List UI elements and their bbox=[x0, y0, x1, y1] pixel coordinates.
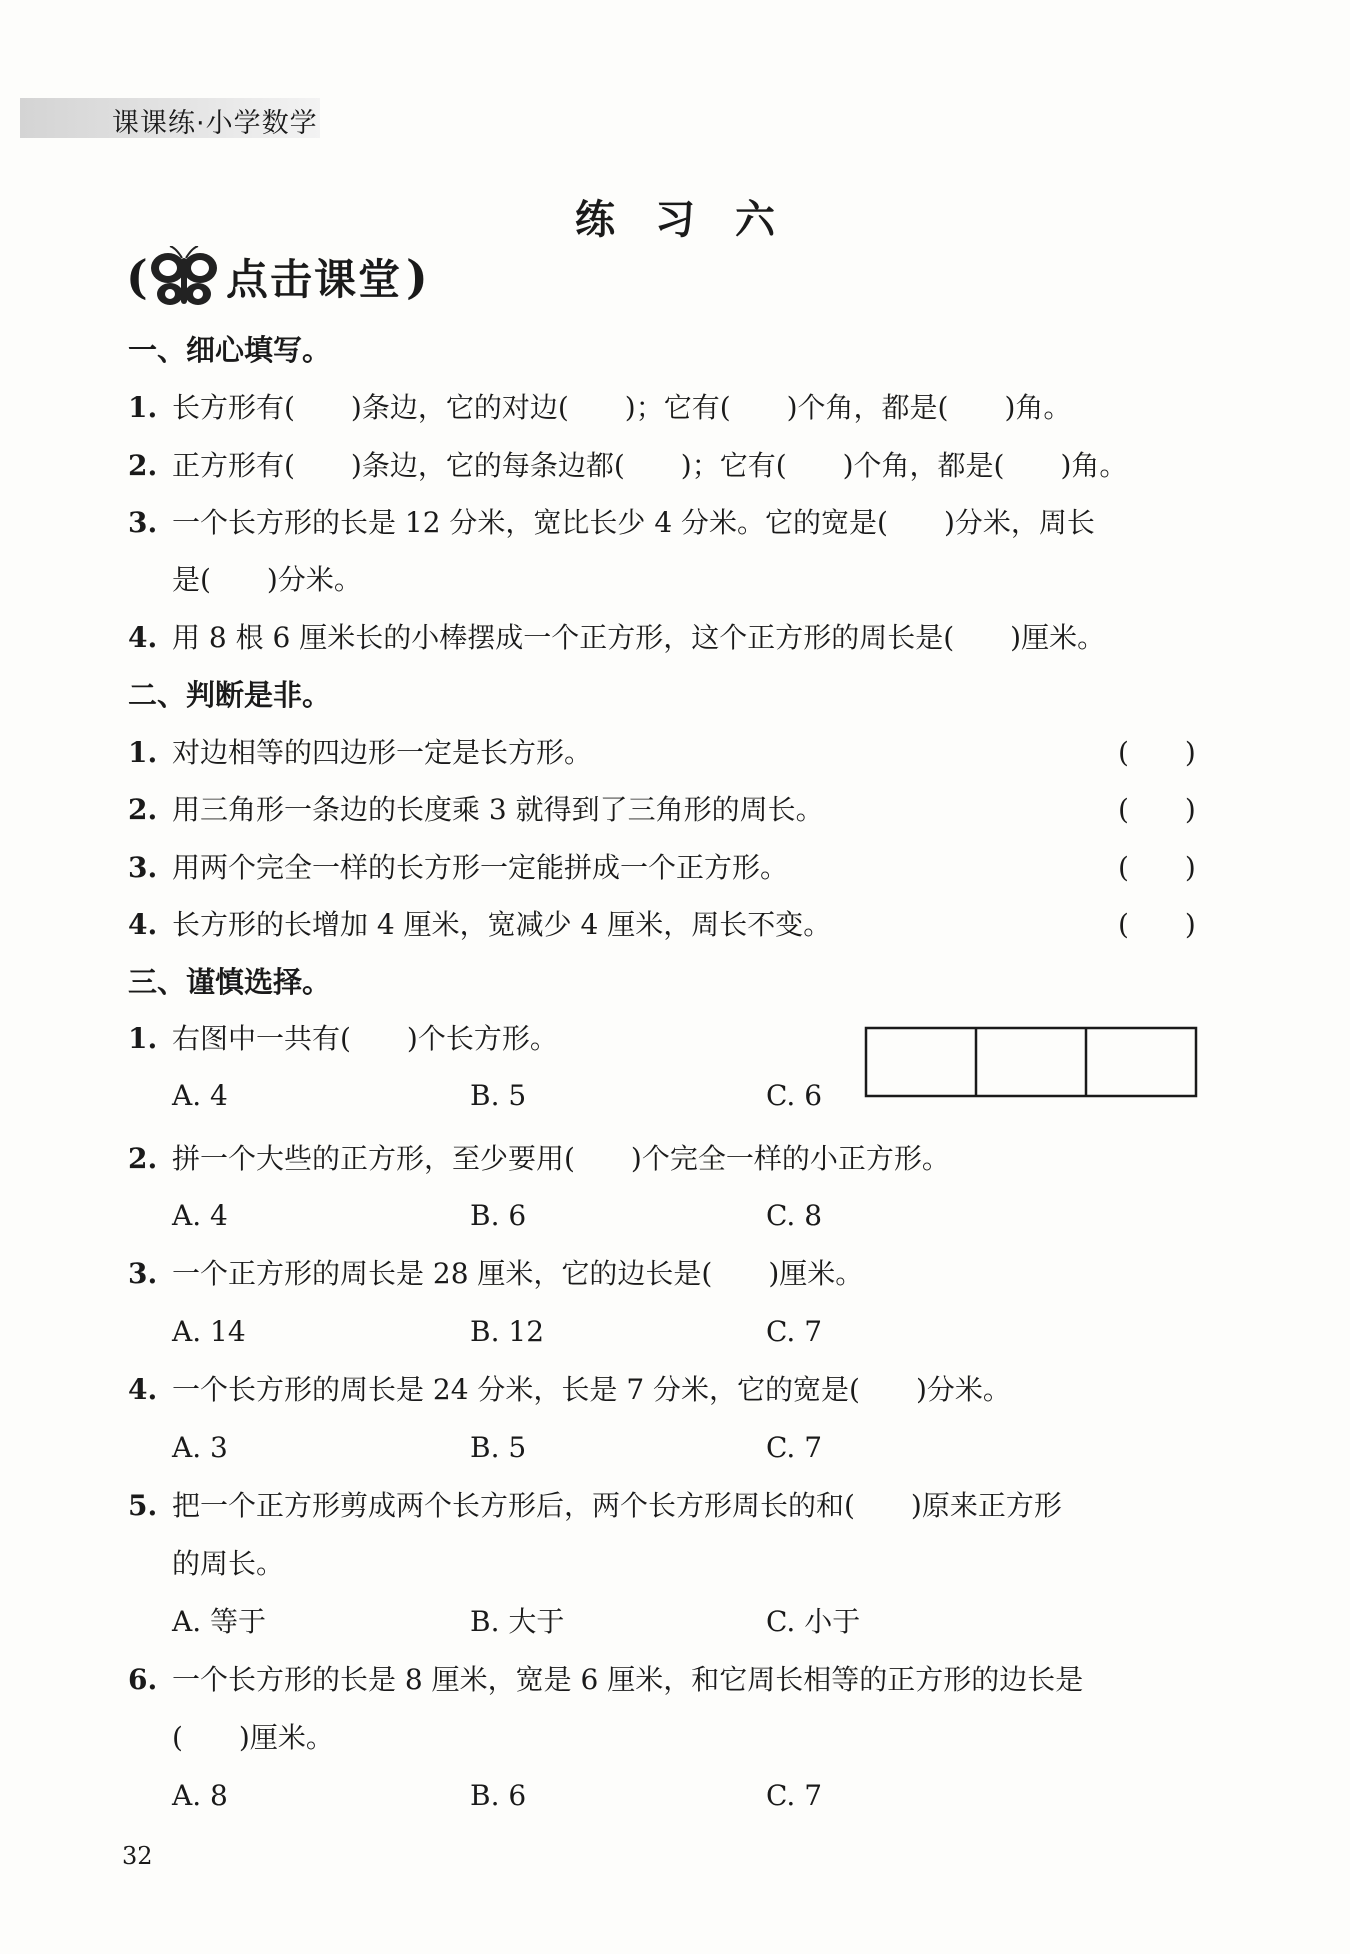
question-number: 4. bbox=[128, 908, 158, 941]
option-c: C. 小于 bbox=[766, 1605, 861, 1638]
judge-question-2 bbox=[128, 790, 824, 830]
question-number: 2. bbox=[128, 793, 158, 826]
option-b: B. 12 bbox=[470, 1315, 545, 1348]
question-text: 对边相等的四边形一定是长方形。 bbox=[172, 736, 593, 769]
option-b: B. 5 bbox=[470, 1079, 527, 1112]
question-text: 一个长方形的周长是 24 分米，长是 7 分米，它的宽是( )分米。 bbox=[172, 1373, 1011, 1406]
option-c: C. 6 bbox=[766, 1079, 823, 1112]
choice-question-3 bbox=[128, 1254, 863, 1294]
question-text: 长方形的长增加 4 厘米，宽减少 4 厘米，周长不变。 bbox=[172, 908, 832, 941]
question-text: 正方形有( )条边，它的每条边都( )；它有( )个角，都是( )角。 bbox=[172, 449, 1128, 482]
question-number: 2. bbox=[128, 449, 158, 482]
section-heading-choice: 三、谨慎选择。 bbox=[128, 965, 332, 999]
fill-question-1 bbox=[128, 388, 1071, 428]
question-text: 用三角形一条边的长度乘 3 就得到了三角形的周长。 bbox=[172, 793, 824, 826]
option-c: C. 7 bbox=[766, 1779, 823, 1812]
option-a: A. 3 bbox=[172, 1431, 228, 1464]
question-number: 2. bbox=[128, 1142, 158, 1175]
banner-label: 点击课堂 bbox=[226, 255, 403, 304]
option-b: B. 6 bbox=[470, 1199, 527, 1232]
option-c: C. 8 bbox=[766, 1199, 823, 1232]
question-number: 3. bbox=[128, 1257, 158, 1290]
question-text: 一个长方形的长是 8 厘米，宽是 6 厘米，和它周长相等的正方形的边长是 bbox=[172, 1663, 1084, 1696]
choice-question-2 bbox=[128, 1139, 950, 1179]
option-b: B. 5 bbox=[470, 1431, 527, 1464]
choice-question-5 bbox=[128, 1486, 1062, 1526]
option-a: A. 4 bbox=[172, 1199, 228, 1232]
question-number: 6. bbox=[128, 1663, 158, 1696]
question-text: 把一个正方形剪成两个长方形后，两个长方形周长的和( )原来正方形 bbox=[172, 1489, 1062, 1522]
answer-blank: ( ) bbox=[1118, 851, 1196, 884]
option-a: A. 8 bbox=[172, 1779, 228, 1812]
question-text: 一个正方形的周长是 28 厘米，它的边长是( )厘米。 bbox=[172, 1257, 864, 1290]
answer-blank: ( ) bbox=[1118, 736, 1196, 769]
option-c: C. 7 bbox=[766, 1315, 823, 1348]
choice-question-5-continued: 的周长。 bbox=[172, 1547, 285, 1580]
question-text: 用两个完全一样的长方形一定能拼成一个正方形。 bbox=[172, 851, 789, 884]
section-heading-fill: 一、细心填写。 bbox=[128, 333, 332, 367]
banner-left-bracket: ( bbox=[126, 250, 148, 304]
butterfly-icon bbox=[148, 246, 220, 314]
question-number: 3. bbox=[128, 851, 158, 884]
question-number: 3. bbox=[128, 506, 158, 539]
banner-right-bracket: ) bbox=[406, 250, 428, 304]
choice-question-4 bbox=[128, 1370, 1011, 1410]
fill-question-3 bbox=[128, 503, 1095, 543]
question-text: 一个长方形的长是 12 分米，宽比长少 4 分米。它的宽是( )分米，周长 bbox=[172, 506, 1095, 539]
question-number: 1. bbox=[128, 736, 158, 769]
question-text: 右图中一共有( )个长方形。 bbox=[172, 1022, 558, 1055]
question-text: 长方形有( )条边，它的对边( )；它有( )个角，都是( )角。 bbox=[172, 391, 1072, 424]
answer-blank: ( ) bbox=[1118, 793, 1196, 826]
option-b: B. 大于 bbox=[470, 1605, 565, 1638]
section-heading-judge: 二、判断是非。 bbox=[128, 678, 332, 712]
question-number: 4. bbox=[128, 621, 158, 654]
question-text: 拼一个大些的正方形，至少要用( )个完全一样的小正方形。 bbox=[172, 1142, 950, 1175]
fill-question-4 bbox=[128, 618, 1105, 658]
question-number: 5. bbox=[128, 1489, 158, 1522]
judge-question-1 bbox=[128, 733, 592, 773]
fill-question-3-continued: 是( )分米。 bbox=[172, 563, 362, 596]
option-a: A. 4 bbox=[172, 1079, 228, 1112]
three-rectangles-figure bbox=[864, 1026, 1200, 1100]
choice-question-1 bbox=[128, 1019, 558, 1059]
question-number: 4. bbox=[128, 1373, 158, 1406]
choice-question-6-continued: ( )厘米。 bbox=[172, 1721, 334, 1754]
option-c: C. 7 bbox=[766, 1431, 823, 1464]
page-title: 练习六 bbox=[575, 197, 815, 243]
choice-question-6 bbox=[128, 1660, 1083, 1700]
question-number: 1. bbox=[128, 1022, 158, 1055]
answer-blank: ( ) bbox=[1118, 908, 1196, 941]
option-a: A. 等于 bbox=[172, 1605, 267, 1638]
judge-question-4 bbox=[128, 905, 831, 945]
page-number: 32 bbox=[122, 1842, 153, 1870]
fill-question-2 bbox=[128, 446, 1127, 486]
judge-question-3 bbox=[128, 848, 788, 888]
option-b: B. 6 bbox=[470, 1779, 527, 1812]
option-a: A. 14 bbox=[172, 1315, 246, 1348]
question-text: 用 8 根 6 厘米长的小棒摆成一个正方形，这个正方形的周长是( )厘米。 bbox=[172, 621, 1106, 654]
book-title: 课课练·小学数学 bbox=[112, 108, 318, 139]
question-number: 1. bbox=[128, 391, 158, 424]
